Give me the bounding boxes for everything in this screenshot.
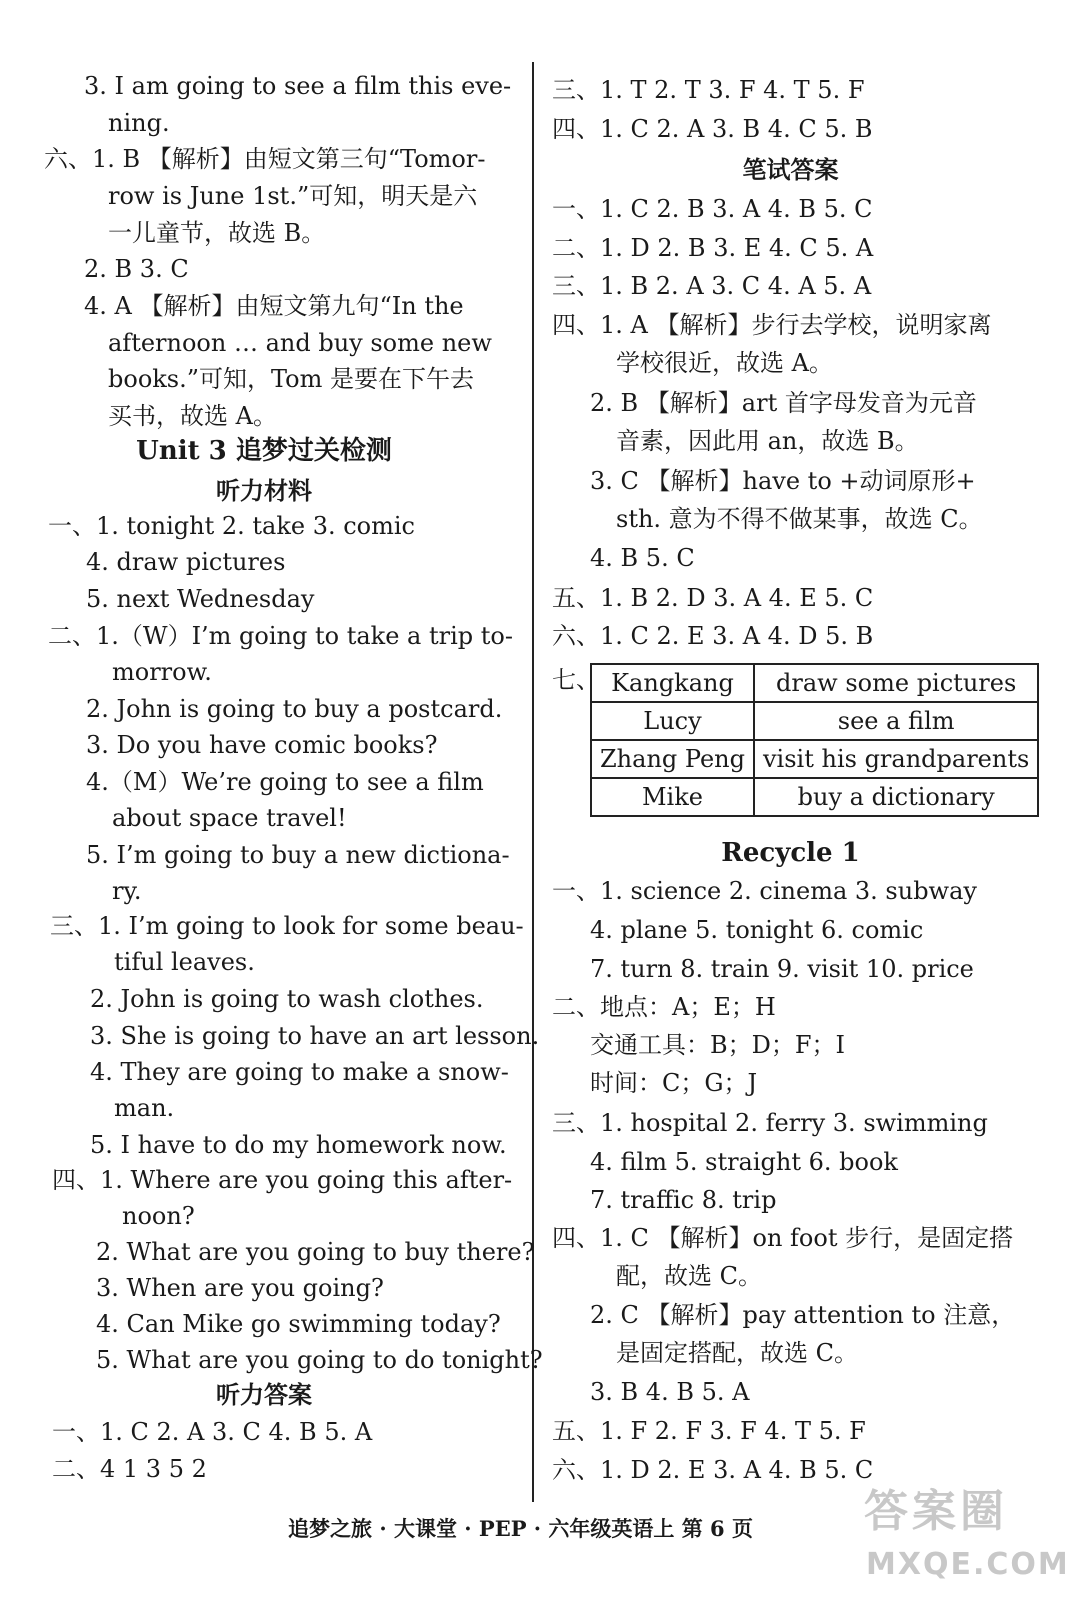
- left-line: 3. She is going to have an art lesson.: [90, 1022, 540, 1050]
- left-line: ning.: [108, 109, 170, 137]
- right-line: 4. B 5. C: [590, 544, 695, 572]
- left-line: 一、1. tonight 2. take 3. comic: [48, 512, 415, 540]
- left-line: man.: [114, 1094, 175, 1122]
- right-line: 2. C 【解析】pay attention to 注意，: [590, 1301, 1016, 1329]
- left-line: noon?: [122, 1202, 195, 1230]
- right-line: 4. plane 5. tonight 6. comic: [590, 916, 924, 944]
- left-line: 一、1. C 2. A 3. C 4. B 5. A: [52, 1418, 373, 1446]
- right-line: 音素，因此用 an，故选 B。: [616, 427, 919, 455]
- right-line: sth. 意为不得不做某事，故选 C。: [616, 505, 983, 533]
- recycle-heading: Recycle 1: [721, 838, 860, 868]
- answer-table: [590, 663, 1039, 817]
- listening-material-heading: 听力材料: [216, 476, 312, 505]
- left-line: 2. John is going to buy a postcard.: [86, 695, 503, 723]
- left-line: 4. They are going to make a snow-: [90, 1058, 509, 1086]
- watermark-url: MXQE.COM: [866, 1547, 1070, 1582]
- left-line: 2. B 3. C: [84, 255, 189, 283]
- name-cell: Zhang Peng: [591, 740, 754, 778]
- right-line: 五、1. F 2. F 3. F 4. T 5. F: [552, 1417, 866, 1445]
- right-line: 3. B 4. B 5. A: [590, 1378, 750, 1406]
- left-line: afternoon … and buy some new: [108, 329, 492, 357]
- left-line: row is June 1st.”可知，明天是六: [108, 182, 478, 210]
- left-line: morrow.: [112, 658, 212, 686]
- left-line: 六、1. B 【解析】由短文第三句“Tomor-: [44, 145, 486, 173]
- name-cell: Kangkang: [591, 664, 754, 702]
- right-line: 7. traffic 8. trip: [590, 1186, 777, 1214]
- right-line: 二、1. D 2. B 3. E 4. C 5. A: [552, 234, 874, 262]
- right-line: 四、1. C 2. A 3. B 4. C 5. B: [552, 115, 873, 143]
- table-row: [591, 702, 1038, 740]
- left-line: ry.: [112, 877, 142, 905]
- right-line: 五、1. B 2. D 3. A 4. E 5. C: [552, 584, 874, 612]
- right-line: 一、1. science 2. cinema 3. subway: [552, 877, 977, 905]
- left-line: 5. I’m going to buy a new dictiona-: [86, 841, 510, 869]
- left-line: 3. When are you going?: [96, 1274, 384, 1302]
- left-line: 2. What are you going to buy there?: [96, 1238, 535, 1266]
- right-line: 4. film 5. straight 6. book: [590, 1148, 898, 1176]
- column-divider: [532, 62, 534, 1502]
- right-line: 是固定搭配，故选 C。: [616, 1339, 858, 1367]
- watermark-text: 答案圈: [864, 1486, 1008, 1537]
- right-line: 三、1. hospital 2. ferry 3. swimming: [552, 1109, 988, 1137]
- right-line: 3. C 【解析】have to +动词原形+: [590, 467, 976, 495]
- left-line: 买书，故选 A。: [108, 402, 277, 430]
- page-footer: 追梦之旅 · 大课堂 · PEP · 六年级英语上 第 6 页: [288, 1516, 753, 1541]
- right-line: 一、1. C 2. B 3. A 4. B 5. C: [552, 195, 873, 223]
- right-line: 7. turn 8. train 9. visit 10. price: [590, 955, 974, 983]
- left-line: 4. Can Mike go swimming today?: [96, 1310, 501, 1338]
- right-line: 三、1. T 2. T 3. F 4. T 5. F: [552, 76, 865, 104]
- left-line: about space travel!: [112, 804, 347, 832]
- left-line: tiful leaves.: [114, 948, 255, 976]
- right-line: 四、1. A 【解析】步行去学校，说明家离: [552, 311, 992, 339]
- right-line: 2. B 【解析】art 首字母发音为元音: [590, 389, 977, 417]
- left-line: 4.（M）We’re going to see a film: [86, 768, 484, 796]
- table-label: 七、: [552, 666, 600, 694]
- left-line: 3. I am going to see a film this eve-: [84, 72, 512, 100]
- name-cell: Lucy: [591, 702, 754, 740]
- left-line: books.”可知，Tom 是要在下午去: [108, 365, 474, 393]
- left-line: 5. next Wednesday: [86, 585, 315, 613]
- activity-cell: see a film: [754, 702, 1038, 740]
- table-row: [591, 778, 1038, 816]
- left-line: 5. What are you going to do tonight?: [96, 1346, 543, 1374]
- left-line: 4. A 【解析】由短文第九句“In the: [84, 292, 464, 320]
- right-line: 时间：C；G；J: [590, 1069, 758, 1097]
- left-line: 3. Do you have comic books?: [86, 731, 438, 759]
- left-line: 二、1.（W）I’m going to take a trip to-: [48, 622, 513, 650]
- left-line: 一儿童节，故选 B。: [108, 219, 326, 247]
- left-line: 三、1. I’m going to look for some beau-: [50, 912, 524, 940]
- activity-cell: visit his grandparents: [754, 740, 1038, 778]
- right-line: 配，故选 C。: [616, 1262, 762, 1290]
- written-answers-heading: 笔试答案: [742, 155, 839, 184]
- right-line: 四、1. C 【解析】on foot 步行，是固定搭: [552, 1224, 1014, 1252]
- right-line: 六、1. D 2. E 3. A 4. B 5. C: [552, 1456, 874, 1484]
- activity-cell: draw some pictures: [754, 664, 1038, 702]
- right-line: 交通工具：B；D；F；I: [590, 1031, 846, 1059]
- left-line: 二、4 1 3 5 2: [52, 1455, 207, 1483]
- unit-title: Unit 3 追梦过关检测: [136, 436, 392, 466]
- name-cell: Mike: [591, 778, 754, 816]
- right-line: 六、1. C 2. E 3. A 4. D 5. B: [552, 622, 874, 650]
- right-line: 二、地点：A；E；H: [552, 993, 776, 1021]
- table-row: [591, 740, 1038, 778]
- right-line: 三、1. B 2. A 3. C 4. A 5. A: [552, 272, 872, 300]
- activity-cell: buy a dictionary: [754, 778, 1038, 816]
- left-line: 4. draw pictures: [86, 548, 286, 576]
- right-line: 学校很近，故选 A。: [616, 349, 833, 377]
- left-line: 5. I have to do my homework now.: [90, 1131, 507, 1159]
- listening-answers-heading: 听力答案: [216, 1380, 312, 1409]
- left-line: 四、1. Where are you going this after-: [52, 1166, 513, 1194]
- left-line: 2. John is going to wash clothes.: [90, 985, 484, 1013]
- watermark-logo: [854, 1486, 1070, 1588]
- table-row: [591, 664, 1038, 702]
